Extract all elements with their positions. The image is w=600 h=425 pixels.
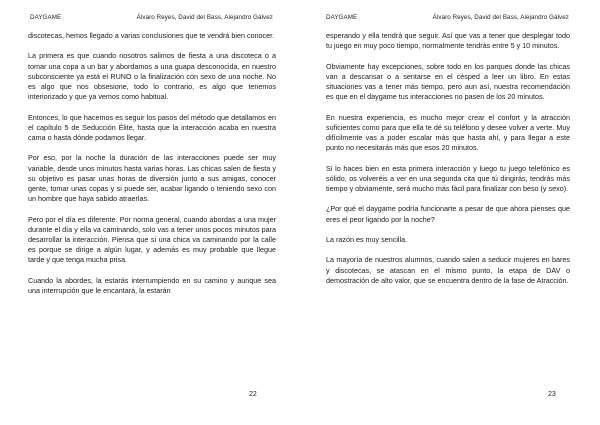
left-page bbox=[28, 0, 288, 425]
paragraph: Obviamente hay excepciones, sobre todo en los parques donde las chicas van a descansar o a sentarse en el césped a leer un libro. En estas situaciones vas a tener más tiempo, pero aun así, nuestra recomendación es que en el daygame tus interacciones no pasen de los 20 minutos. bbox=[326, 61, 570, 102]
paragraph: Por eso, por la noche la duración de las interacciones puede ser muy variable, desde unos minutos hasta varias horas. Las chicas salen de fiesta y su objetivo es pasar unas horas de diversión junto a sus amigas, conocer gente, tomar unas copas y si puede ser, acabar ligando o teniendo sexo con un hombre que haya sabido atraerlas. bbox=[28, 153, 276, 204]
paragraph: ¿Por qué el daygame podría funcionarte a pesar de que ahora pienses que eres el peor ligando por la noche? bbox=[326, 204, 570, 224]
paragraph: esperando y ella tendrá que seguir. Así que vas a tener que desplegar todo tu juego en muy poco tiempo, normalmente tendrás entre 5 y 10 minutos. bbox=[326, 31, 570, 51]
running-header bbox=[326, 14, 569, 21]
header-title: DAYGAME bbox=[30, 14, 62, 21]
paragraph: Cuando la abordes, la estarás interrumpiendo en su camino y aunque sea una interrupción que le encantará, la estarán bbox=[28, 275, 276, 295]
paragraph: Pero por el día es diferente. Por norma general, cuando abordas a una mujer durante el día y ella va caminando, solo vas a tener unos pocos minutos para desarrollar la interacción. Piensa que si una chica va caminando por la calle es porque se dirige a algún lugar, y además es muy probable que llegue tarde y que tenga mucha prisa. bbox=[28, 214, 276, 265]
paragraph: La primera es que cuando nosotros salimos de fiesta a una discoteca o a tomar una copa a un bar y abordamos a una guapa desconocida, en nuestro subconsciente ya está el RUNO o la finalización con sexo de una noche. No es algo que nos obsesione, todo lo contrario, es algo que tenemos interiorizado y que ya vemos como habitual. bbox=[28, 51, 276, 102]
paragraph: discotecas, hemos llegado a varias conclusiones que te vendrá bien conocer. bbox=[28, 31, 275, 40]
page-body bbox=[28, 31, 276, 306]
paragraph: La razón es muy sencilla. bbox=[326, 234, 408, 244]
running-header bbox=[30, 14, 273, 21]
right-page bbox=[312, 0, 572, 425]
page-body bbox=[326, 31, 570, 296]
header-title: DAYGAME bbox=[326, 14, 358, 21]
page-number: 23 bbox=[548, 391, 556, 398]
paragraph: En nuestra experiencia, es mucho mejor crear el confort y la atracción suficientes como para que ella te dé su teléfono y desee volver a verte. Muy difícilmente vas a poder escalar más que hasta ahí, y para llegar a este punto no necesitarás más que esos 20 minutos. bbox=[326, 112, 570, 153]
paragraph: Entonces, lo que hacemos es seguir los pasos del método que detallamos en el capítulo 5 de Seducción Élite, hasta que la interacción acaba en nuestra cama o hasta dónde podamos llegar. bbox=[28, 112, 276, 142]
page-number: 22 bbox=[249, 391, 257, 398]
header-authors: Álvaro Reyes, David del Bass, Alejandro Gálvez bbox=[136, 14, 273, 21]
header-authors: Álvaro Reyes, David del Bass, Alejandro Gálvez bbox=[432, 14, 569, 21]
paragraph: La mayoría de nuestros alumnos, cuando salen a seducir mujeres en bares y discotecas, se atascan en el mismo punto, la etapa de DAV o demostración de alto valor, que se encuentra dentro de la fase de Atracción. bbox=[326, 255, 570, 285]
paragraph: Si lo haces bien en esta primera interacción y luego tu juego telefónico es sólido, os volveréis a ver en una segunda cita que tú dirigirás, tendrás más tiempo y obviamente, será mucho más fácil para finalizar con beso (y sexo). bbox=[326, 163, 570, 193]
